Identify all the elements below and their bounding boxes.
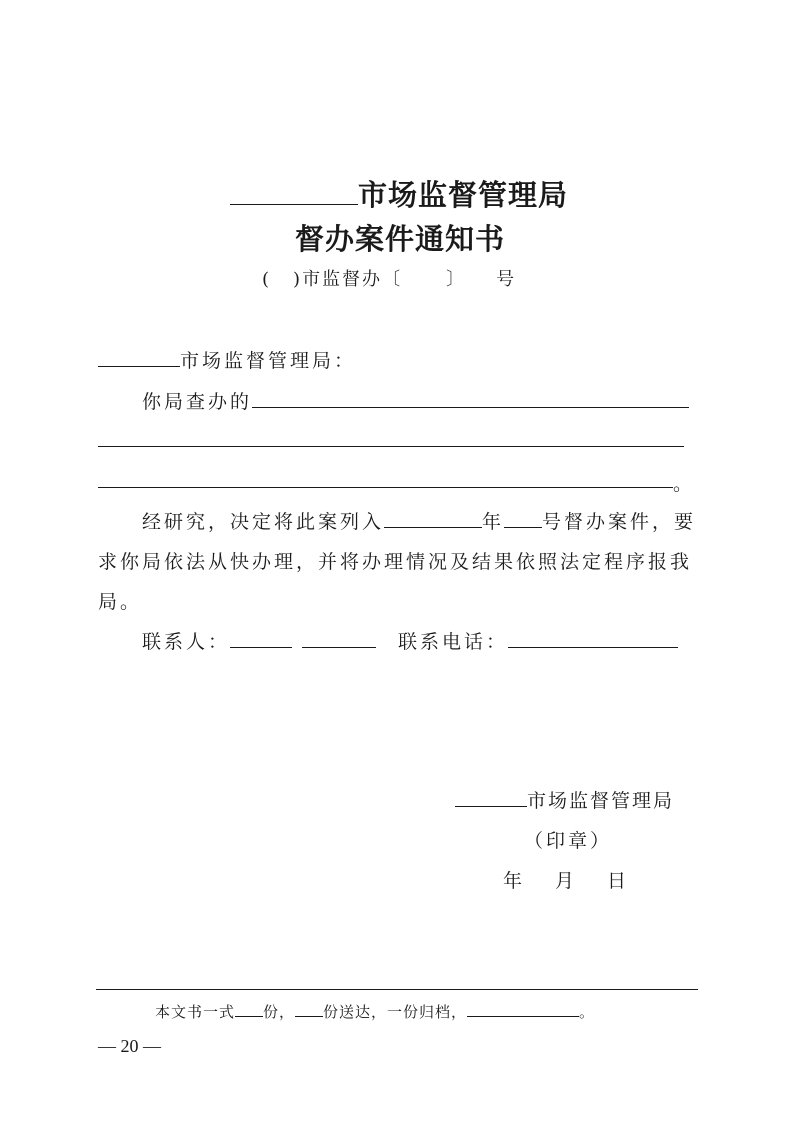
- doc-paren-close: ): [293, 269, 303, 290]
- footer-line: [155, 1001, 595, 1022]
- decision-line-2: 求你局依法从快办理，并将办理情况及结果依照法定程序报我: [98, 551, 693, 573]
- case-blank-1: [252, 389, 689, 408]
- contact-person-blank-2: [302, 629, 376, 648]
- footer-part1: 本文书一式: [155, 1003, 236, 1021]
- contact-person-label: 联系人：: [142, 631, 231, 653]
- title-blank: [230, 176, 358, 205]
- signature-day: 日: [607, 870, 630, 892]
- signature-date: [503, 866, 629, 893]
- footer-part3: 份送达，一份归档，: [323, 1003, 468, 1021]
- doc-number-line: [262, 265, 516, 291]
- signature-year: 年: [503, 870, 526, 892]
- signature-org: 市场监督管理局: [527, 790, 675, 812]
- doc-number-suffix: 号: [496, 269, 517, 290]
- recipient-line: [98, 346, 356, 373]
- page-number: — 20 —: [98, 1036, 161, 1056]
- contact-line: [142, 627, 678, 654]
- signature-org-line: [455, 786, 674, 813]
- footer-archive-blank: [467, 1002, 579, 1017]
- footer-end: 。: [579, 1003, 596, 1021]
- recipient-blank: [98, 348, 180, 367]
- contact-phone-label: 联系电话：: [398, 631, 509, 653]
- decision-year-blank: [384, 509, 482, 528]
- contact-phone-blank: [508, 629, 678, 648]
- footer-copies-blank: [235, 1002, 263, 1017]
- title-line-1: [230, 173, 568, 214]
- doc-paren-open: (: [262, 269, 272, 290]
- title-line-2: 督办案件通知书: [295, 222, 506, 256]
- footer-rule: [96, 989, 698, 990]
- footer-served-blank: [295, 1002, 323, 1017]
- decision-number-blank: [504, 509, 542, 528]
- case-end-mark: 。: [673, 473, 696, 495]
- decision-line-3: 局。: [98, 591, 143, 613]
- title-org: 市场监督管理局: [358, 178, 569, 212]
- decision-part2: 号督办案件，要: [542, 511, 697, 533]
- case-intro-text: 你局查办的: [142, 391, 253, 413]
- contact-person-blank-1: [230, 629, 292, 648]
- signature-month: 月: [555, 870, 578, 892]
- doc-bracket-close: 〕: [446, 269, 467, 290]
- case-blank-line-2: [98, 446, 684, 447]
- case-blank-line-3: [98, 487, 673, 488]
- recipient-org: 市场监督管理局：: [180, 350, 357, 372]
- footer-part2: 份，: [263, 1003, 296, 1021]
- case-intro-line: [142, 387, 689, 414]
- decision-year: 年: [482, 511, 505, 533]
- decision-part1: 经研究，决定将此案列入: [142, 511, 385, 533]
- doc-number-text: 市监督办: [302, 269, 383, 290]
- signature-seal: （印章）: [524, 830, 613, 852]
- decision-line-1: [142, 507, 696, 534]
- doc-bracket-open: 〔: [382, 269, 403, 290]
- signature-org-blank: [455, 788, 527, 807]
